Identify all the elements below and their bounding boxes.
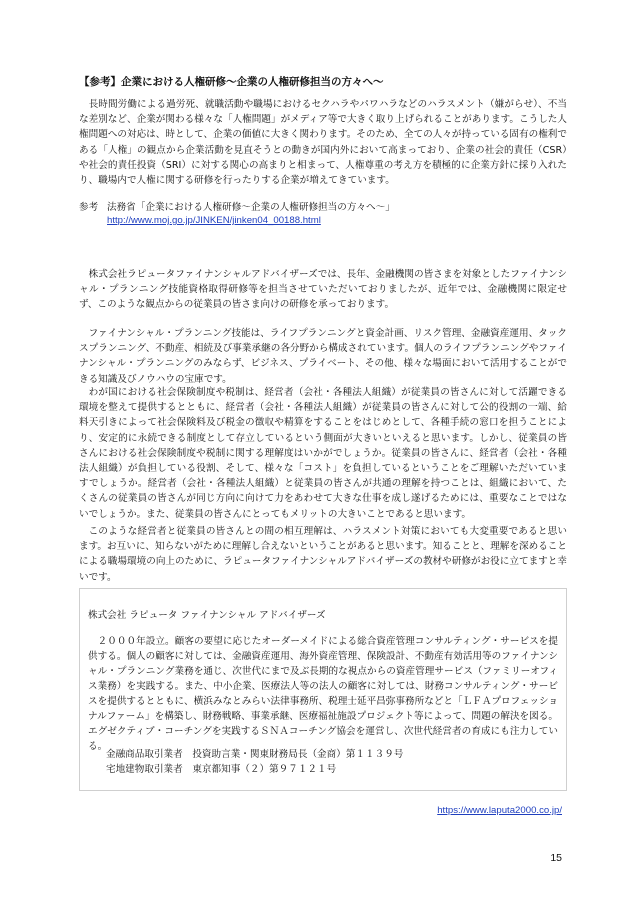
body-paragraph-2: ファイナンシャル・プランニング技能は、ライフプランニングと資金計画、リスク管理、金融資産運用、タックスプランニング、不動産、相続及び事業承継の各分野から構成されています。個人のライフプランニングやファイナンシャル・プランニングのみならず、ビジネス、プライベート、その他、様々な場面において活用することができる知識及びノウハウの宝庫です。 bbox=[79, 328, 567, 385]
company-name: 株式会社 ラピュータ ファイナンシャル アドバイザーズ bbox=[88, 610, 326, 621]
reference-source-title: 法務省「企業における人権研修～企業の人権研修担当の方々へ～」 bbox=[107, 202, 395, 213]
company-description: ２０００年設立。顧客の要望に応じたオーダーメイドによる総合資産管理コンサルティング・サービスを提供する。個人の顧客に対しては、金融資産運用、海外資産管理、保険設計、不動産有効活用等のファイナンシャル・プランニング業務を通じ、次世代にまで及ぶ長期的な視点からの資産管理サービス（ファミリーオフィス業務）を実践する。また、中小企業、医療法人等の法人の顧客に対しては、財務コンサルティング・サービスを提供するとともに、横浜みなとみらい法律事務所、税理士延平昌弥事務所などと「ＬＦＡプロフェッショナルファーム」を構築し、財務戦略、事業承継、医療福祉施設プロジェクト等によって、問題の解決を図る。エグゼクティブ・コーチングを実践するＳＮＡコーチング協会を運営し、次世代経営者の育成にも注力している。 bbox=[88, 636, 558, 752]
page-number: 15 bbox=[550, 852, 562, 864]
reference-source-link[interactable]: http://www.moj.go.jp/JINKEN/jinken04_00188.html bbox=[107, 215, 321, 226]
registration-line-2: 宅地建物取引業者 東京都知事（２）第９７１２１号 bbox=[106, 764, 337, 775]
reference-heading: 【参考】企業における人権研修～企業の人権研修担当の方々へ～ bbox=[79, 76, 384, 88]
company-registrations bbox=[106, 747, 403, 777]
reference-source bbox=[79, 201, 569, 215]
reference-body: 長時間労働による過労死、就職活動や職場におけるセクハラやパワハラなどのハラスメント（嫌がらせ）、不当な差別など、企業が関わる様々な「人権問題」がメディア等で大きく取り上げられることがあります。こうした人権問題への対応は、時として、企業の価値に大きく関わります。そのため、全ての人々が持っている固有の権利である「人権」の観点から企業活動を見直そうとの動きが国内外において高まっており、企業の社会的責任（CSR）や社会的責任投資（SRI）に対する関心の高まりと相まって、人権尊重の考え方を積極的に企業方針に採り入れたり、職場内で人権に関する研修を行ったりする企業が増えてきています。 bbox=[79, 99, 567, 187]
company-profile-box bbox=[79, 588, 567, 791]
registration-line-1: 金融商品取引業者 投資助言業・関東財務局長（金商）第１１３９号 bbox=[106, 749, 404, 760]
reference-source-prefix: 参考 bbox=[79, 202, 99, 213]
body-paragraph-1: 株式会社ラピュータファイナンシャルアドバイザーズでは、長年、金融機関の皆さまを対象としたファイナンシャル・プランニング技能資格取得研修等を担当させていただいておりましたが、近年では、金融機関に限定せず、このような観点からの従業員の皆さま向けの研修を承っております。 bbox=[79, 269, 567, 311]
company-website-link[interactable]: https://www.laputa2000.co.jp/ bbox=[437, 805, 562, 816]
body-paragraph-4: このような経営者と従業員の皆さんとの間の相互理解は、ハラスメント対策においても大変重要であると思います。お互いに、知らないがために理解し合えないということがあると思います。知ることと、理解を深めることによる職場環境の向上のために、ラピュータファイナンシャルアドバイザーズの教材や研修がお役に立てますと幸いです。 bbox=[79, 526, 567, 583]
body-paragraph-3: わが国における社会保険制度や税制は、経営者（会社・各種法人組織）が従業員の皆さんに対して活躍できる環境を整えて提供するとともに、経営者（会社・各種法人組織）が従業員の皆さんに対して公的役割の一端、給料天引きによって社会保険料及び税金の徴収や精算をすることをはじめとして、各種手続の窓口を担うことにより、安定的に永続できる制度として存立しているという側面が大きいといえると思います。しかし、従業員の皆さんにおける社会保険制度や税制に関する理解度はいかがでしょうか。従業員の皆さんに、経営者（会社・各種法人組織）が負担している役割、そして、様々な「コスト」を負担しているということをご理解いただいていますでしょうか。経営者（会社・各種法人組織）と従業員の皆さんが共通の理解を持つことは、組織において、たくさんの従業員の皆さんが同じ方向に向けて力をあわせて大きな仕事を成し遂げるためには、重要なことではないでしょうか。また、従業員の皆さんにとってもメリットの大きいことであると思います。 bbox=[79, 387, 567, 520]
